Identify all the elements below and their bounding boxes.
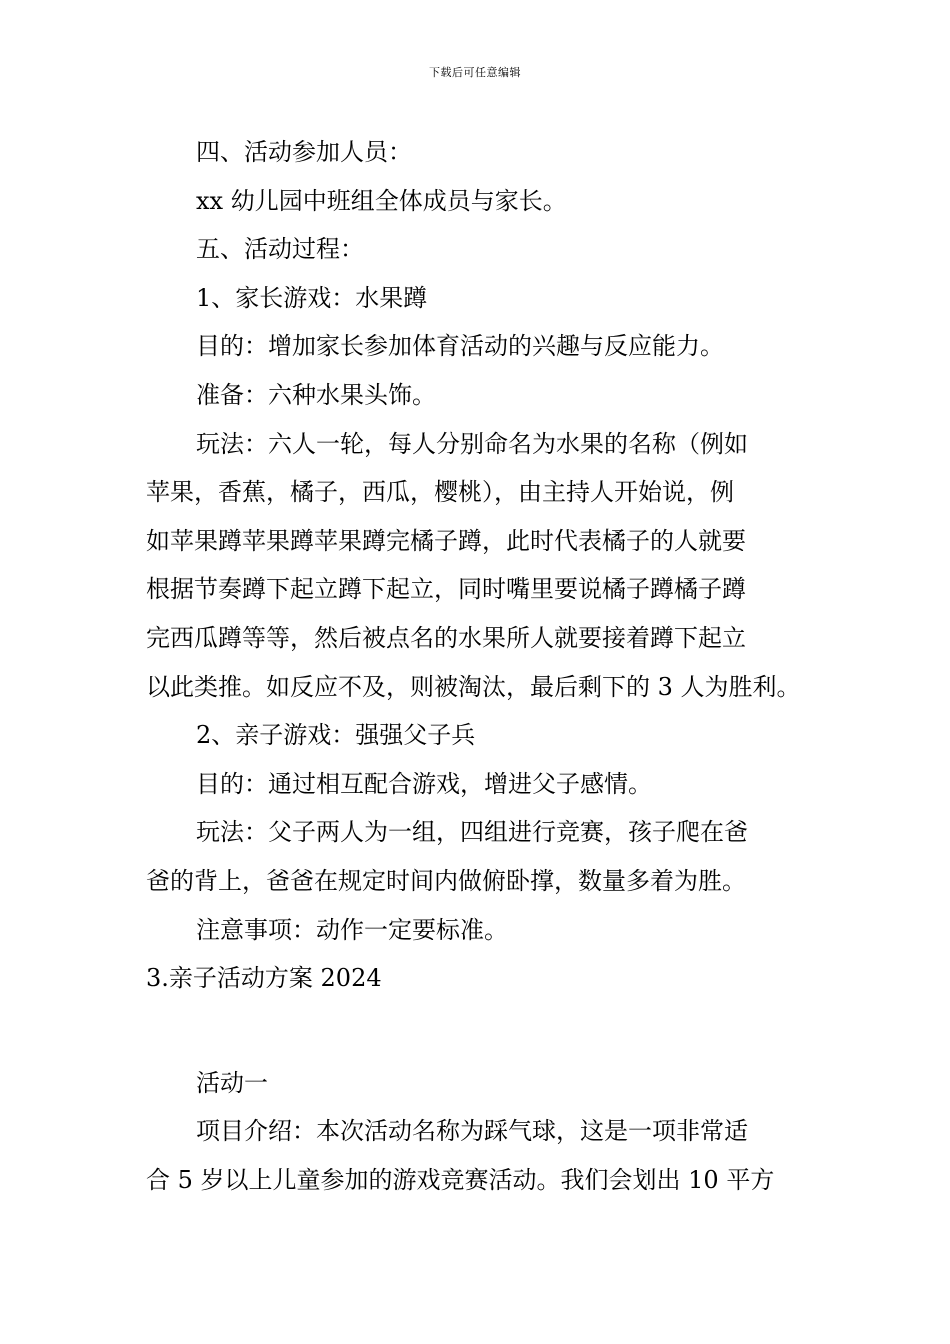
paragraph-participants: xx 幼儿园中班组全体成员与家长。: [196, 186, 567, 215]
paragraph-notes: 注意事项：动作一定要标准。: [196, 915, 508, 944]
paragraph-rules-1-line-2: 苹果，香蕉，橘子，西瓜，樱桃），由主持人开始说，例: [146, 478, 734, 507]
paragraph-rules-1-line-3: 如苹果蹲苹果蹲苹果蹲完橘子蹲，此时代表橘子的人就要: [146, 526, 746, 555]
page-header: 下载后可任意编辑: [429, 66, 521, 79]
paragraph-rules-1-line-5: 完西瓜蹲等等，然后被点名的水果所人就要接着蹲下起立: [146, 623, 746, 652]
subheading-parent-child-game: 2、亲子游戏：强强父子兵: [196, 721, 476, 750]
paragraph-rules-2-line-2: 爸的背上，爸爸在规定时间内做俯卧撑，数量多着为胜。: [146, 866, 746, 895]
paragraph-intro-line-1: 项目介绍：本次活动名称为踩气球，这是一项非常适: [196, 1117, 748, 1146]
paragraph-rules-2-line-1: 玩法：父子两人为一组，四组进行竞赛，孩子爬在爸: [196, 818, 748, 847]
paragraph-rules-1-line-6: 以此类推。如反应不及，则被淘汰，最后剩下的 3 人为胜利。: [146, 672, 801, 701]
section-title-plan-2024: 3.亲子活动方案 2024: [146, 964, 382, 993]
paragraph-purpose-2: 目的：通过相互配合游戏，增进父子感情。: [196, 769, 652, 798]
document-body: [146, 128, 826, 1204]
paragraph-rules-1-line-4: 根据节奏蹲下起立蹲下起立，同时嘴里要说橘子蹲橘子蹲: [146, 575, 746, 604]
paragraph-rules-1-line-1: 玩法：六人一轮，每人分别命名为水果的名称（例如: [196, 429, 748, 458]
paragraph-intro-line-2: 合 5 岁以上儿童参加的游戏竞赛活动。我们会划出 10 平方: [146, 1165, 775, 1194]
paragraph-preparation: 准备：六种水果头饰。: [196, 380, 436, 409]
section-heading-process: 五、活动过程：: [196, 235, 364, 264]
paragraph-purpose-1: 目的：增加家长参加体育活动的兴趣与反应能力。: [196, 332, 724, 361]
subheading-parent-game: 1、家长游戏：水果蹲: [196, 283, 428, 312]
section-heading-participants: 四、活动参加人员：: [196, 138, 412, 166]
blank-spacer: [146, 1003, 826, 1059]
subheading-activity-one: 活动一: [196, 1068, 268, 1097]
